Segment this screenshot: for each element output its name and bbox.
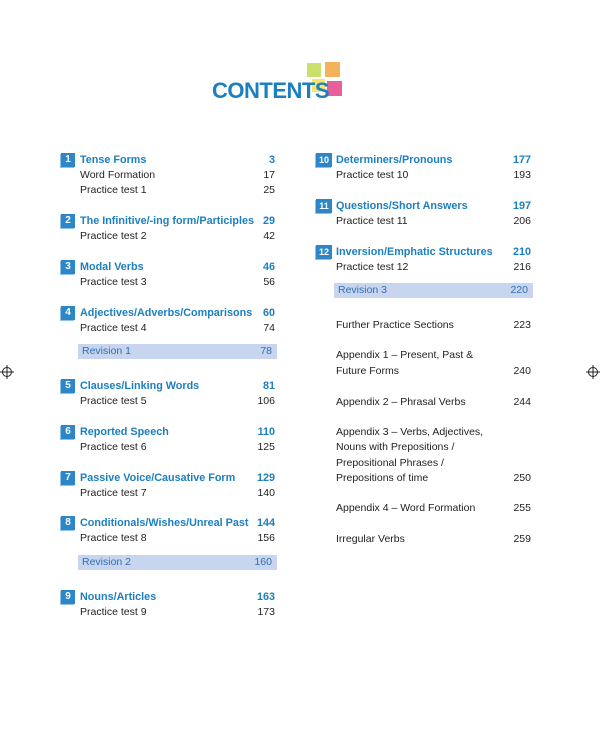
chapter-number-badge: 1: [61, 153, 75, 167]
page-number: 56: [263, 276, 275, 288]
contents-entry[interactable]: [336, 168, 531, 183]
entry-label: Practice test 11: [336, 215, 408, 227]
page-number: 106: [257, 395, 275, 407]
page-number: 197: [512, 200, 531, 212]
contents-entry[interactable]: [80, 486, 275, 501]
page-number: 81: [262, 380, 275, 392]
page-number: 259: [513, 533, 531, 545]
page-number: 129: [256, 472, 275, 484]
entry-label: Determiners/Pronouns: [336, 154, 453, 166]
page-number: 74: [263, 322, 275, 334]
chapter-heading[interactable]: [65, 153, 275, 168]
contents-entry[interactable]: [80, 275, 275, 290]
page-number: 25: [263, 184, 275, 196]
entry-label: Appendix 4 – Word Formation: [336, 502, 476, 514]
contents-entry[interactable]: [80, 605, 275, 620]
chapter-number-badge: 10: [316, 153, 332, 167]
entry-label: Clauses/Linking Words: [80, 380, 200, 392]
entry-label: Practice test 1: [80, 184, 147, 196]
chapter-heading[interactable]: [318, 153, 531, 168]
entry-label: Appendix 3 – Verbs, Adjectives,: [336, 426, 484, 438]
entry-label: Irregular Verbs: [336, 533, 405, 545]
page-number: 193: [513, 169, 531, 181]
entry-label: Modal Verbs: [80, 261, 144, 273]
entry-label: Revision 1: [82, 345, 132, 357]
page-number: 60: [262, 307, 275, 319]
chapter-number-badge: 11: [316, 199, 332, 213]
revision-entry[interactable]: [78, 344, 277, 359]
entry-label: Appendix 2 – Phrasal Verbs: [336, 396, 466, 408]
chapter-number-badge: 5: [61, 379, 75, 393]
chapter-number-badge: 6: [61, 425, 75, 439]
entry-label: The Infinitive/-ing form/Participles: [80, 215, 254, 227]
entry-label: Conditionals/Wishes/Unreal Past: [80, 517, 249, 529]
chapter-heading[interactable]: [319, 199, 531, 214]
contents-entry[interactable]: [80, 321, 275, 336]
entry-label: Appendix 1 – Present, Past &: [336, 349, 474, 361]
contents-entry[interactable]: [80, 531, 275, 546]
chapter-heading[interactable]: [65, 379, 275, 394]
entry-label: Further Practice Sections: [336, 319, 454, 331]
page-title: CONTENTS: [212, 78, 329, 103]
contents-entry[interactable]: [336, 348, 531, 363]
page-number: 110: [257, 426, 275, 438]
entry-label: Practice test 12: [336, 261, 409, 273]
revision-entry[interactable]: [78, 555, 277, 570]
page-number: 240: [513, 365, 531, 377]
page-number: 244: [513, 396, 531, 408]
contents-entry[interactable]: [336, 214, 531, 229]
page-number: 216: [513, 261, 531, 273]
contents-entry[interactable]: [336, 456, 531, 471]
contents-entry[interactable]: [336, 318, 531, 333]
contents-entry[interactable]: [336, 395, 531, 410]
crop-mark-icon: [0, 365, 14, 379]
chapter-heading[interactable]: [318, 245, 531, 260]
decor-square-orange: [324, 61, 341, 78]
entry-label: Practice test 10: [336, 169, 409, 181]
contents-entry[interactable]: [80, 168, 275, 183]
chapter-heading[interactable]: [65, 214, 275, 229]
entry-label: Word Formation: [80, 169, 156, 181]
entry-label: Practice test 5: [80, 395, 147, 407]
entry-label: Practice test 3: [80, 276, 147, 288]
page-number: 223: [513, 319, 531, 331]
decor-square-green: [306, 62, 322, 78]
entry-label: Practice test 4: [80, 322, 147, 334]
contents-entry[interactable]: [336, 471, 531, 486]
entry-label: Adjectives/Adverbs/Comparisons: [80, 307, 253, 319]
entry-label: Practice test 9: [80, 606, 147, 618]
entry-label: Reported Speech: [80, 426, 169, 438]
entry-label: Practice test 6: [80, 441, 147, 453]
entry-label: Future Forms: [336, 365, 400, 377]
entry-label: Practice test 2: [80, 230, 147, 242]
contents-entry[interactable]: [80, 229, 275, 244]
contents-entry[interactable]: [80, 183, 275, 198]
entry-label: Passive Voice/Causative Form: [80, 472, 236, 484]
page-number: 78: [260, 345, 272, 357]
contents-entry[interactable]: [336, 440, 531, 455]
contents-entry[interactable]: [80, 440, 275, 455]
chapter-number-badge: 9: [61, 590, 75, 604]
page-number: 255: [513, 502, 531, 514]
chapter-number-badge: 12: [316, 245, 332, 259]
crop-mark-icon: [586, 365, 600, 379]
chapter-heading[interactable]: [65, 590, 275, 605]
page-number: 17: [263, 169, 275, 181]
page-number: 125: [257, 441, 275, 453]
entry-label: Questions/Short Answers: [336, 200, 468, 212]
entry-label: Revision 3: [338, 284, 388, 296]
page-number: 163: [256, 591, 275, 603]
page-number: 42: [263, 230, 275, 242]
page-number: 156: [257, 532, 275, 544]
page-number: 220: [510, 284, 528, 296]
entry-label: Prepositions of time: [336, 472, 429, 484]
entry-label: Prepositional Phrases /: [336, 457, 444, 469]
entry-label: Revision 2: [82, 556, 132, 568]
chapter-heading[interactable]: [65, 471, 275, 486]
page-number: 173: [257, 606, 275, 618]
chapter-heading[interactable]: [65, 425, 275, 440]
entry-label: Nouns with Prepositions /: [336, 441, 455, 453]
chapter-number-badge: 8: [61, 516, 75, 530]
entry-label: Practice test 8: [80, 532, 147, 544]
contents-entry[interactable]: [336, 532, 531, 547]
entry-label: Nouns/Articles: [80, 591, 157, 603]
chapter-heading[interactable]: [65, 260, 275, 275]
chapter-number-badge: 2: [61, 214, 75, 228]
contents-entry[interactable]: [336, 501, 531, 516]
page-number: 3: [268, 154, 275, 166]
page-number: 29: [262, 215, 275, 227]
entry-label: Tense Forms: [80, 154, 147, 166]
chapter-heading[interactable]: [65, 306, 275, 321]
page-number: 140: [257, 487, 275, 499]
page-number: 177: [512, 154, 531, 166]
entry-label: Inversion/Emphatic Structures: [336, 246, 493, 258]
chapter-number-badge: 3: [61, 260, 75, 274]
contents-entry[interactable]: [336, 425, 531, 440]
page-number: 160: [254, 556, 272, 568]
contents-entry[interactable]: [336, 260, 531, 275]
contents-entry[interactable]: [336, 364, 531, 379]
page-number: 46: [262, 261, 275, 273]
contents-entry[interactable]: [80, 394, 275, 409]
chapter-heading[interactable]: [65, 516, 275, 531]
page-number: 250: [513, 472, 531, 484]
chapter-number-badge: 7: [61, 471, 75, 485]
page-number: 210: [512, 246, 531, 258]
chapter-number-badge: 4: [61, 306, 75, 320]
page-number: 206: [513, 215, 531, 227]
revision-entry[interactable]: [334, 283, 533, 298]
entry-label: Practice test 7: [80, 487, 147, 499]
page-number: 144: [256, 517, 275, 529]
